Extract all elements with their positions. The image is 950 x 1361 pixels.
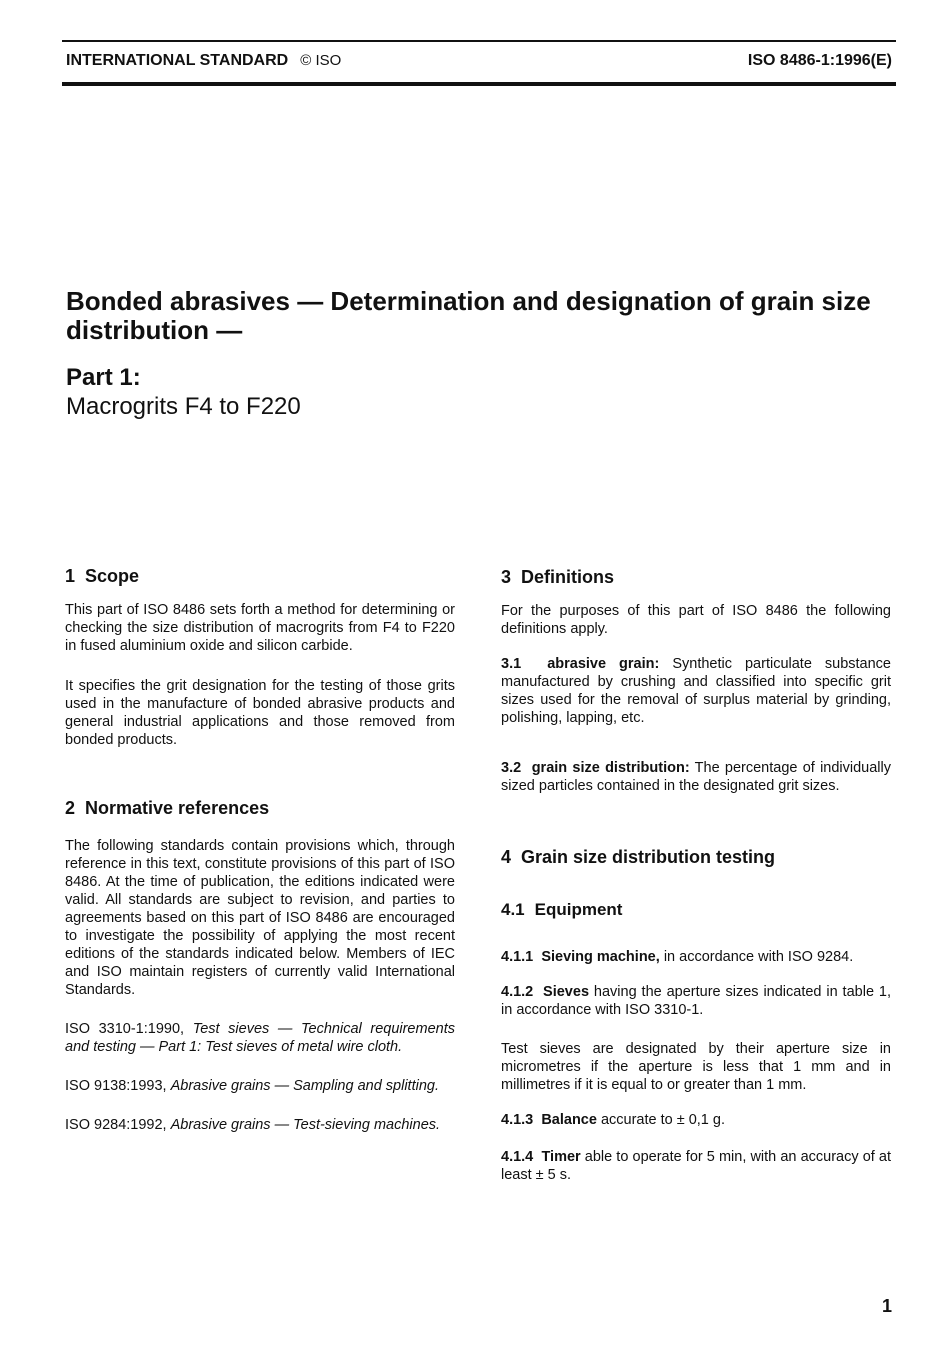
header-bottom-rule (62, 82, 896, 86)
part-label: Part 1: (66, 364, 141, 391)
subsection-equipment-heading: 4.1 Equipment (501, 900, 623, 919)
section-testing-heading: 4 Grain size distribution testing (501, 847, 776, 867)
sieves-designation-note: Test sieves are designated by their aperture size in micrometres if the aperture is less that 1 mm and in millimetres if it is equal to or greater than 1 mm. (501, 1041, 891, 1093)
header-left (66, 52, 341, 70)
definition-abrasive-grain: 3.1 abrasive grain: Synthetic particulate substance manufactured by crushing and classified into specific grit sizes used for the removal of surplus material by grinding, polishing, lapping, etc. (501, 656, 891, 726)
reference-iso-3310: ISO 3310-1:1990, Test sieves — Technical requirements and testing — Part 1: Test sieves of metal wire cloth. (65, 1021, 455, 1055)
standard-number: ISO 8486-1:1996(E) (747, 52, 892, 69)
page-number: 1 (881, 1296, 892, 1316)
item-sieving-machine: 4.1.1 Sieving machine, in accordance with ISO 9284. (501, 949, 854, 965)
part-subtitle: Macrogrits F4 to F220 (66, 393, 301, 420)
header-top-rule (62, 40, 896, 42)
item-timer: 4.1.4 Timer able to operate for 5 min, with an accuracy of at least ± 5 s. (501, 1149, 891, 1183)
right-column (501, 566, 891, 1184)
item-sieves: 4.1.2 Sieves having the aperture sizes indicated in table 1, in accordance with ISO 3310-1. (501, 984, 891, 1018)
definitions-intro: For the purposes of this part of ISO 8486 the following definitions apply. (501, 603, 891, 637)
left-column (65, 565, 455, 1134)
document-title: Bonded abrasives — Determination and designation of grain size distribution — (66, 286, 871, 345)
scope-paragraph-2: It specifies the grit designation for the testing of those grits used in the manufacture of bonded abrasive products and general industrial applications and those removed from bonded products. (65, 678, 455, 748)
item-balance: 4.1.3 Balance accurate to ± 0,1 g. (501, 1112, 725, 1128)
definition-grain-size-distribution: 3.2 grain size distribution: The percentage of individually sized particles contained in the designated grit sizes. (501, 760, 891, 794)
section-normative-heading: 2 Normative references (65, 798, 270, 818)
standard-type: INTERNATIONAL STANDARD (66, 52, 289, 69)
normative-paragraph: The following standards contain provisions which, through reference in this text, constitute provisions of this part of ISO 8486. At the time of publication, the editions indicated were valid. All standards are subject to revision, and parties to agreements based on this part of ISO 8486 are encouraged to investigate the possibility of applying the most recent editions of the standards indicated below. Members of IEC and ISO maintain registers of currently valid International Standards. (65, 838, 455, 998)
reference-iso-9284: ISO 9284:1992, Abrasive grains — Test-sieving machines. (65, 1117, 441, 1133)
copyright: © ISO (300, 52, 342, 69)
scope-paragraph-1: This part of ISO 8486 sets forth a method for determining or checking the size distribution of macrogrits from F4 to F220 in fused aluminium oxide and silicon carbide. (65, 602, 455, 654)
reference-iso-9138: ISO 9138:1993, Abrasive grains — Sampling and splitting. (65, 1078, 439, 1094)
section-scope-heading: 1 Scope (65, 566, 140, 586)
section-definitions-heading: 3 Definitions (501, 567, 615, 587)
